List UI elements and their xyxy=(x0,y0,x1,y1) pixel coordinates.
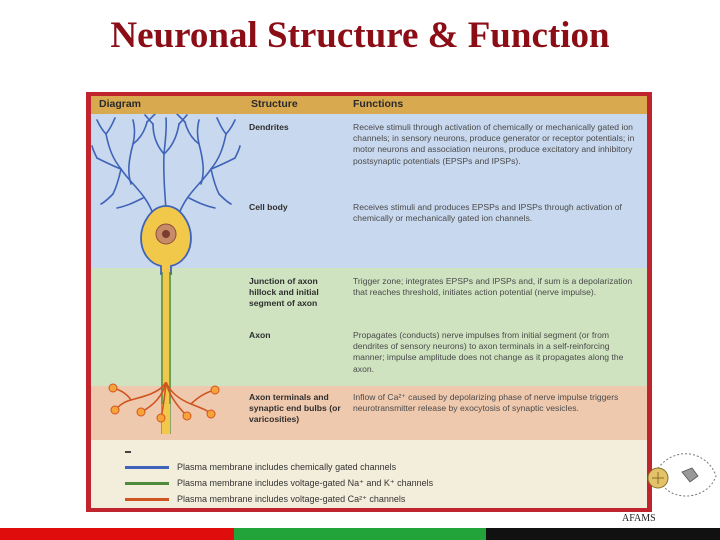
function-axon-terminals: Inflow of Ca²⁺ caused by depolarizing phase of nerve impulse triggers neurotransmitter release by exocytosis of synaptic vesicles. xyxy=(353,392,619,414)
legend-label-ca: Plasma membrane includes voltage-gated Ca²⁺ channels xyxy=(177,494,406,504)
header-diagram: Diagram xyxy=(99,98,142,110)
legend-swatch-blue xyxy=(125,466,169,469)
function-cell-body: Receives stimuli and produces EPSPs and IPSPs through activation of chemically or mechanically gated ion channels. xyxy=(353,202,622,224)
structure-trigger-zone: Junction of axon hillock and initial segment of axon xyxy=(249,276,319,309)
afams-logo-icon xyxy=(642,442,720,512)
dendrite-tree xyxy=(92,114,240,214)
footer-stripe-green xyxy=(234,528,486,540)
legend-swatch-green xyxy=(125,482,169,485)
function-dendrites: Receive stimuli through activation of chemically or mechanically gated ion channels; in sensory neurons, produce generator or receptor potentials; in motor neurons and association neurons, produce excitatory and inhibitory postsynaptic potentials (EPSPs and IPSPs). xyxy=(353,122,635,166)
footer-stripe-black xyxy=(486,528,720,540)
neuron-figure xyxy=(86,92,652,512)
function-trigger-zone: Trigger zone; integrates EPSPs and IPSPs and, if sum is a depolarization that reaches threshold, initiates action potential (nerve impulse). xyxy=(353,276,633,298)
header-functions: Functions xyxy=(353,98,404,110)
slide-title: Neuronal Structure & Function xyxy=(110,15,610,56)
legend-item-na-k xyxy=(125,478,433,490)
table-header xyxy=(91,96,647,114)
structure-cell-body: Cell body xyxy=(249,202,288,212)
function-axon: Propagates (conducts) nerve impulses from initial segment (or from dendrites of sensory neurons) to axon terminals in a self-reinforcing manner; impulse amplitude does not change as it propagates along the axon. xyxy=(353,330,624,374)
structure-axon: Axon xyxy=(249,330,271,340)
footer-stripe-red xyxy=(0,528,234,540)
structure-dendrites: Dendrites xyxy=(249,122,289,132)
legend-item-ca xyxy=(125,494,405,506)
header-structure: Structure xyxy=(251,98,298,110)
figure-panel xyxy=(91,96,647,508)
legend-label-na-k: Plasma membrane includes voltage-gated Na⁺ and K⁺ channels xyxy=(177,478,434,488)
cell-body xyxy=(141,206,191,274)
legend-item-chemical xyxy=(125,462,396,474)
legend-label-chemical: Plasma membrane includes chemically gated channels xyxy=(177,462,397,472)
axon-terminals xyxy=(91,382,241,432)
structure-axon-terminals: Axon terminals and synaptic end bulbs (or varicosities) xyxy=(249,392,341,425)
legend-swatch-orange xyxy=(125,498,169,501)
legend-key-marker xyxy=(125,451,131,453)
afams-label: AFAMS xyxy=(622,513,656,524)
